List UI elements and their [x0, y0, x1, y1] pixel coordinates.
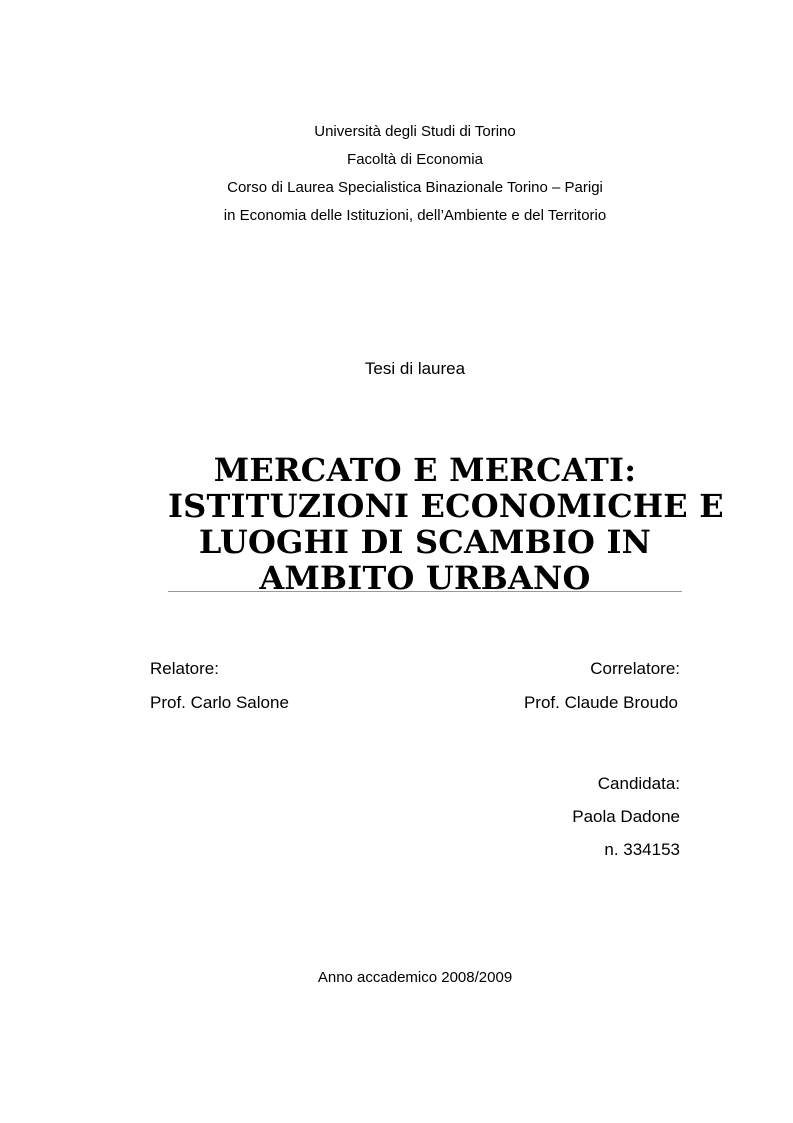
supervisor-label: Relatore: [150, 659, 219, 678]
candidate-label: Candidata: [597, 774, 680, 793]
candidate-number: n. 334153 [604, 840, 680, 859]
faculty-name: Facoltà di Economia [347, 151, 483, 168]
supervisor-name: Prof. Carlo Salone [150, 693, 289, 712]
supervisor-block [150, 652, 289, 720]
course-field: in Economia delle Istituzioni, dell’Ambiente e del Territorio [223, 207, 607, 224]
title-line-4: AMBITO URBANO [259, 559, 591, 597]
thesis-title [168, 451, 724, 597]
title-divider [168, 591, 682, 592]
candidate-name: Paola Dadone [572, 807, 680, 826]
institution-header [0, 118, 793, 230]
course-name: Corso di Laurea Specialistica Binazionale Torino – Parigi [227, 179, 603, 196]
thesis-type: Tesi di laurea [364, 359, 466, 378]
co-supervisor-block [524, 652, 680, 720]
co-supervisor-label: Correlatore: [590, 659, 680, 678]
academic-year: Anno accademico 2008/2009 [317, 969, 513, 986]
title-line-3: LUOGHI DI SCAMBIO IN [198, 523, 652, 561]
candidate-block [572, 767, 680, 866]
co-supervisor-name: Prof. Claude Broudo [523, 693, 678, 712]
title-line-2: ISTITUZIONI ECONOMICHE E [168, 487, 724, 525]
title-line-1: MERCATO E MERCATI: [213, 451, 637, 489]
university-name: Università degli Studi di Torino [314, 123, 516, 140]
